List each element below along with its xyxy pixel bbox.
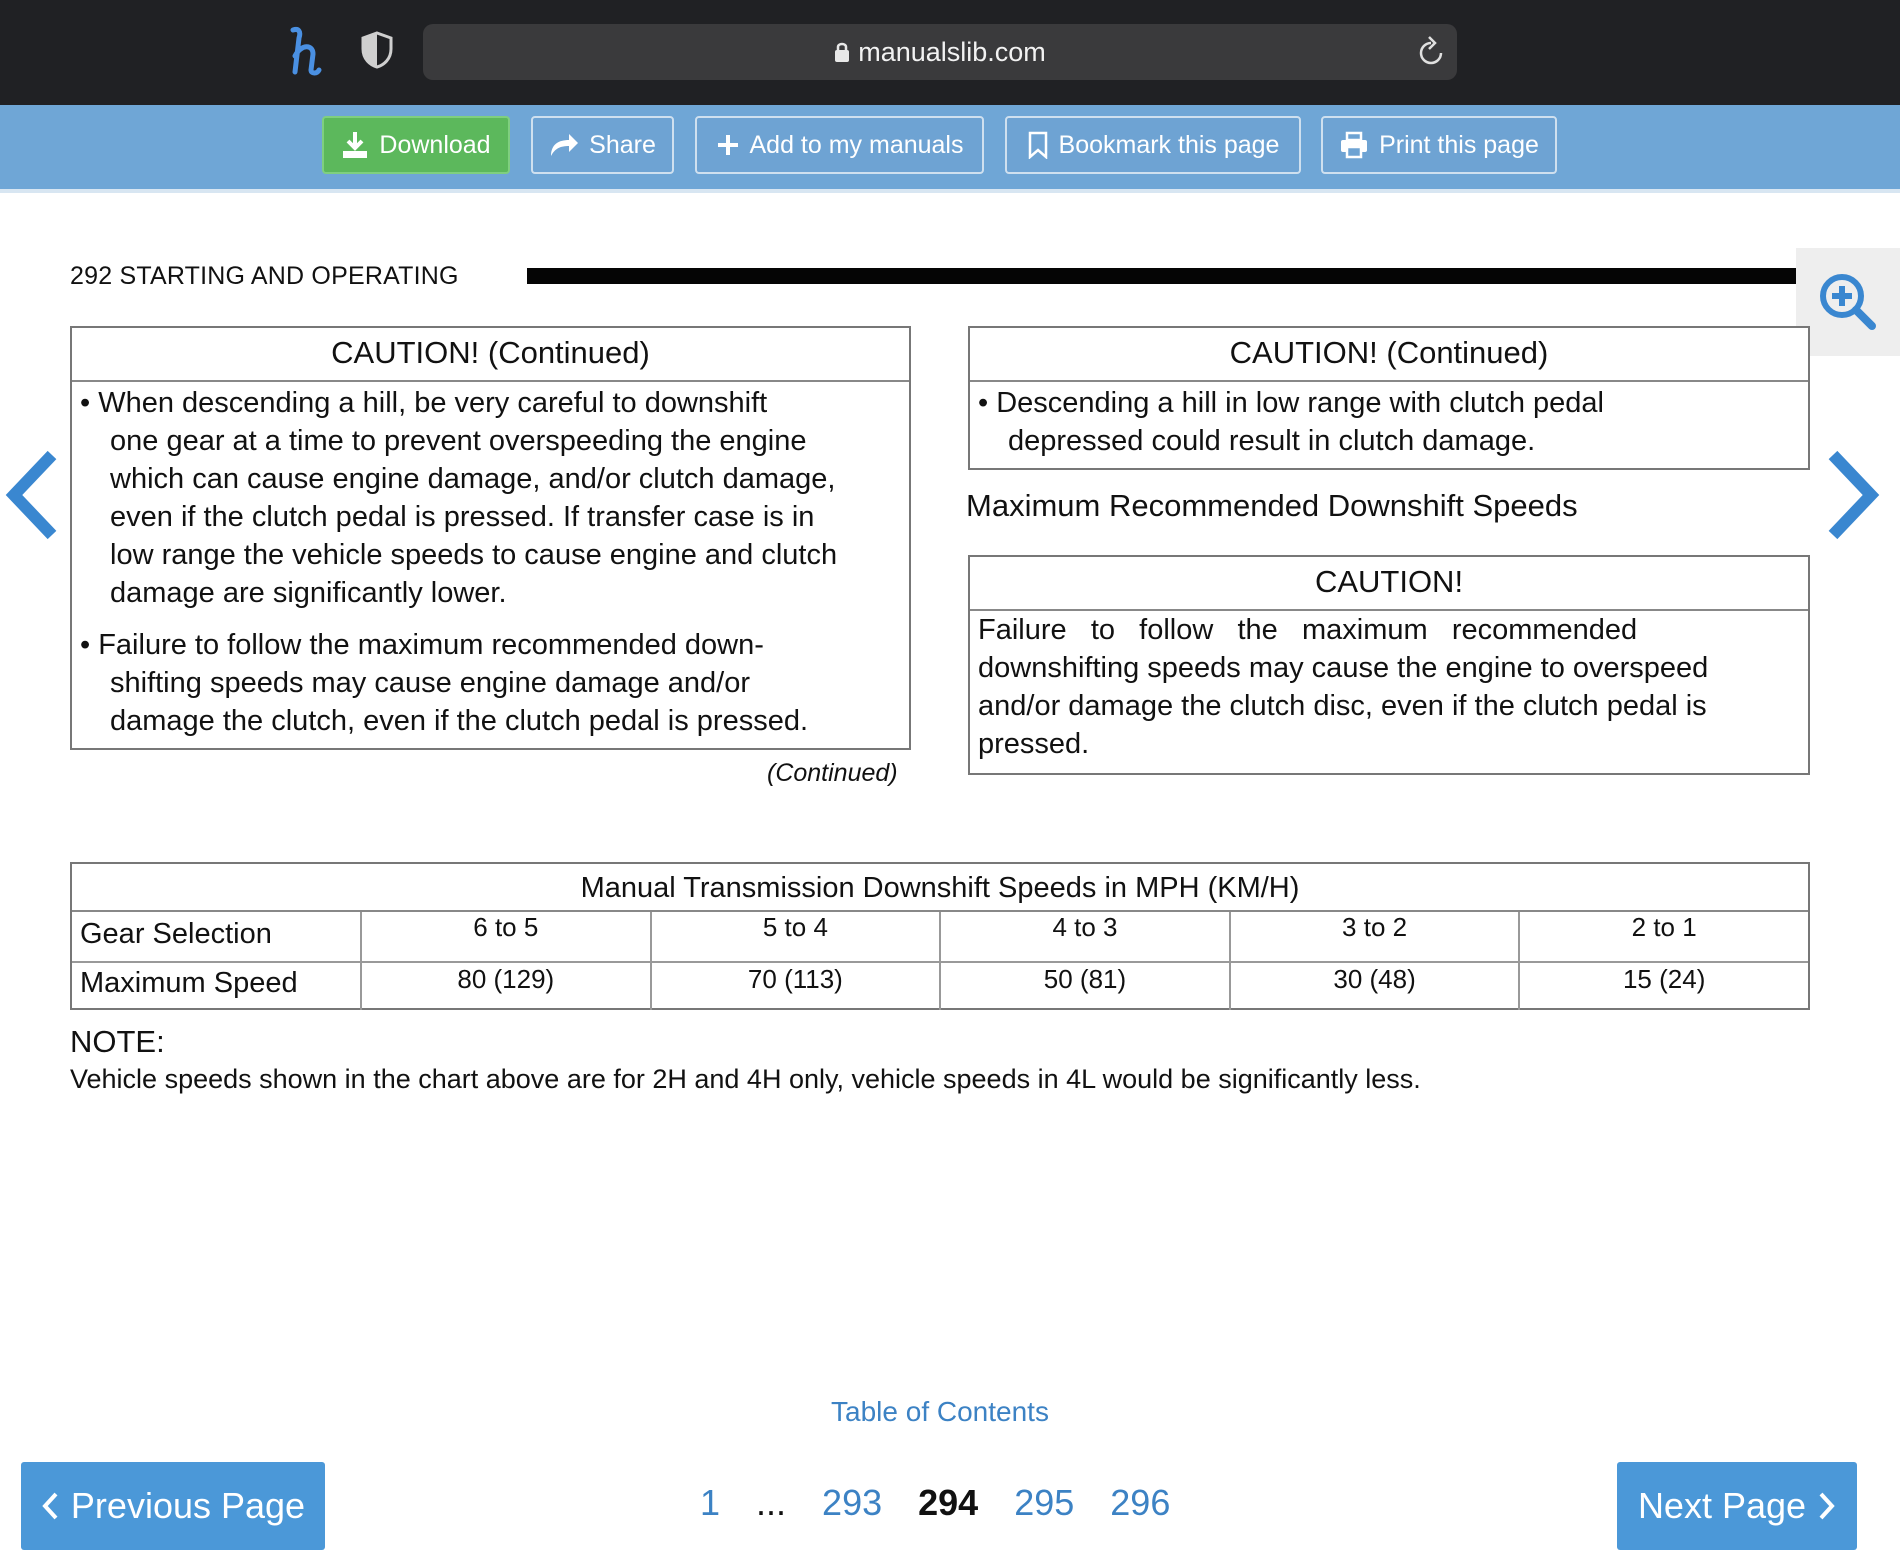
address-bar[interactable] (423, 24, 1457, 80)
next-page-button[interactable] (1617, 1462, 1857, 1550)
next-page-label: Next Page (1637, 1485, 1807, 1526)
table-cell: 2 to 1 (1631, 912, 1697, 942)
add-label: Add to my manuals (749, 130, 964, 159)
share-button[interactable] (531, 116, 674, 174)
page-header: 292 STARTING AND OPERATING (70, 262, 459, 290)
table-cell: 4 to 3 (941, 912, 1231, 961)
row-header: Maximum Speed (72, 961, 362, 1010)
table-cell: 30 (48) (1231, 961, 1521, 1010)
table-row (72, 961, 1808, 1010)
continued-label: (Continued) (767, 759, 898, 787)
table-cell: 6 to 5 (362, 912, 652, 961)
caution-bullet: • Descending a hill in low range with clutch pedal depressed could result in clutch damage. (978, 387, 1604, 457)
row-header: Gear Selection (72, 912, 362, 961)
bookmark-icon (1027, 131, 1049, 159)
previous-page-button[interactable] (21, 1462, 325, 1550)
caution-body: Failure to follow the maximum recommended downshifting speeds may cause the engine to overspeed and/or damage the clutch disc, even if the clutch pedal is pressed. (978, 614, 1709, 760)
table-of-contents-link[interactable]: Table of Contents (831, 1396, 1049, 1427)
current-page: 294 (918, 1482, 979, 1523)
chevron-left-icon (41, 1491, 59, 1521)
downshift-speed-table (70, 862, 1810, 1010)
table-cell: 3 to 2 (1231, 912, 1521, 961)
print-button[interactable] (1321, 116, 1557, 174)
bookmark-label: Bookmark this page (1058, 130, 1280, 159)
caution-title: CAUTION! (Continued) (72, 328, 909, 382)
plus-icon (716, 133, 740, 157)
download-icon (341, 130, 369, 160)
caution-box-right-top (968, 326, 1810, 470)
pagination (700, 1482, 1170, 1532)
prev-arrow-button[interactable] (0, 445, 70, 545)
caution-box-right-main (968, 555, 1810, 775)
page-link[interactable]: 295 (1014, 1482, 1075, 1523)
caution-title: CAUTION! (Continued) (970, 328, 1808, 382)
chevron-left-icon (0, 445, 70, 545)
shield-icon[interactable] (361, 31, 393, 69)
caution-box-left (70, 326, 911, 750)
page-link[interactable]: 1 (700, 1482, 721, 1523)
page-link[interactable]: 293 (822, 1482, 883, 1523)
zoom-button[interactable] (1796, 248, 1900, 356)
honey-extension-icon[interactable] (283, 26, 327, 76)
table-cell: 70 (113) (652, 961, 942, 1010)
page-link[interactable]: 296 (1110, 1482, 1171, 1523)
table-row (72, 912, 1808, 963)
zoom-in-icon (1818, 272, 1878, 334)
table-caption: Manual Transmission Downshift Speeds in MPH (KM/H) (72, 864, 1808, 912)
reload-icon[interactable] (1415, 33, 1447, 69)
caution-bullet-1: • When descending a hill, be very careful to downshift one gear at a time to prevent overspeeding the engine which can cause engine damage, and/or clutch damage, even if the clutch pedal is pressed. If transfer case is in low range the vehicle speeds to cause engine and clutch damage are significantly lower. (80, 387, 838, 609)
url-text: manualslib.com (858, 37, 1046, 67)
next-arrow-button[interactable] (1815, 445, 1885, 545)
table-cell: 80 (129) (362, 961, 652, 1010)
bookmark-button[interactable] (1005, 116, 1301, 174)
downshift-heading: Maximum Recommended Downshift Speeds (966, 488, 1578, 523)
add-to-manuals-button[interactable] (695, 116, 984, 174)
download-button[interactable] (322, 116, 510, 174)
chevron-right-icon (1815, 445, 1885, 545)
lock-icon (834, 26, 850, 82)
print-label: Print this page (1379, 130, 1539, 159)
share-icon (549, 132, 579, 158)
table-cell: 50 (81) (941, 961, 1231, 1010)
table-cell: 5 to 4 (652, 912, 942, 961)
table-cell: 15 (24) (1622, 964, 1706, 994)
chevron-right-icon (1818, 1491, 1836, 1521)
header-rule (527, 268, 1796, 284)
print-icon (1339, 131, 1369, 159)
share-label: Share (589, 130, 656, 159)
caution-title: CAUTION! (970, 557, 1808, 611)
note-text: Vehicle speeds shown in the chart above are for 2H and 4H only, vehicle speeds in 4L would be significantly less. (70, 1064, 1421, 1094)
previous-page-label: Previous Page (70, 1485, 306, 1526)
note-title: NOTE: (70, 1024, 165, 1059)
caution-bullet-2: • Failure to follow the maximum recommended down- shifting speeds may cause engine damage and/or damage the clutch, even if the clutch pedal is pressed. (80, 629, 809, 737)
page-ellipsis: ... (756, 1482, 787, 1523)
download-label: Download (379, 130, 491, 159)
